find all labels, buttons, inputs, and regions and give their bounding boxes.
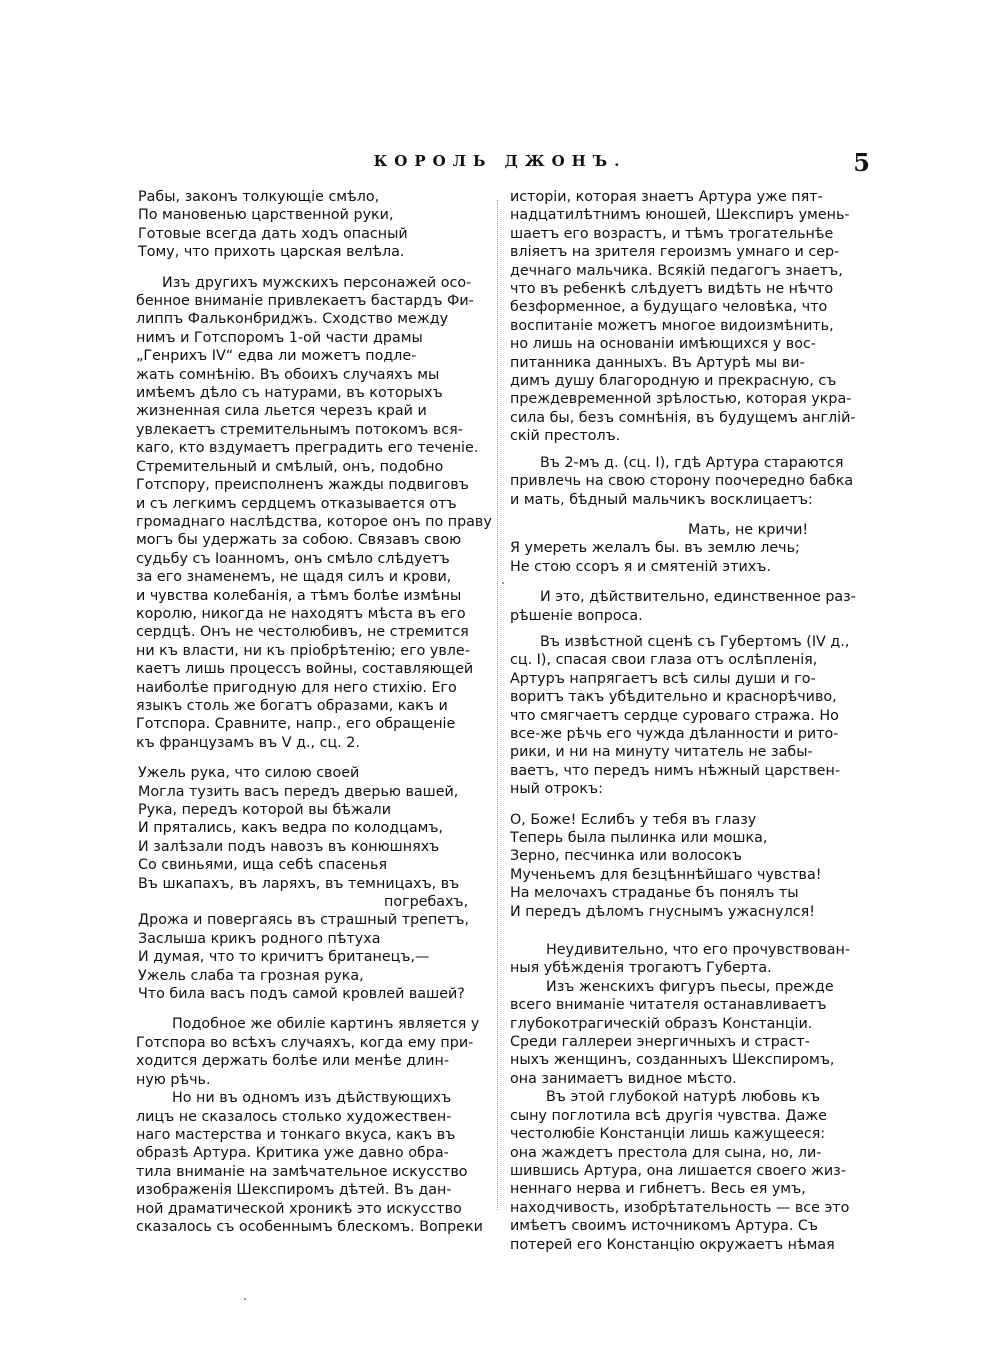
text-line: увлекаетъ стремительнымъ потокомъ вся- bbox=[136, 421, 463, 438]
text-line: скій престолъ. bbox=[510, 428, 621, 445]
text-line: димъ душу благородную и прекрасную, съ bbox=[510, 373, 837, 390]
text-line: Но ни въ одномъ изъ дѣйствующихъ bbox=[172, 1090, 452, 1107]
text-line: что въ ребенкѣ слѣдуетъ видѣть не нѣчто bbox=[510, 281, 834, 298]
text-line: ныхъ женщинъ, созданныхъ Шекспиромъ, bbox=[510, 1052, 835, 1069]
page-header bbox=[130, 148, 870, 178]
text-line: все-же рѣчь его чужда дѣланности и рито- bbox=[510, 725, 839, 742]
verse-line: Мученьемъ для безцѣннѣйшаго чувства! bbox=[510, 866, 822, 883]
text-line: Готспора. Сравните, напр., его обращеніе bbox=[136, 716, 456, 733]
running-title: КОРОЛЬ ДЖОНЪ. bbox=[373, 152, 627, 170]
text-line: рѣшеніе вопроса. bbox=[510, 607, 643, 624]
text-line: всего вниманіе читателя останавливаетъ bbox=[510, 997, 827, 1014]
text-line: она жаждетъ престола для сына, но, ли- bbox=[510, 1144, 822, 1161]
verse-block bbox=[136, 764, 501, 1003]
text-line: королю, никогда не находятъ мѣста въ его bbox=[136, 605, 466, 622]
text-line: потерей его Констанцію окружаетъ нѣмая bbox=[510, 1236, 835, 1253]
text-line: глубокотрагическій образъ Констанціи. bbox=[510, 1015, 813, 1032]
text-line: рики, и ни на минуту читатель не забы- bbox=[510, 744, 813, 761]
text-line: Среди галлереи энергичныхъ и страст- bbox=[510, 1034, 810, 1051]
text-line: честолюбіе Констанціи лишь кажущееся: bbox=[510, 1126, 826, 1143]
text-line: каго, кто вздумаетъ преградить его теченіе. bbox=[136, 440, 479, 457]
verse-block bbox=[510, 521, 872, 576]
verse-line: Не стою ссоръ я и смятеній этихъ. bbox=[510, 558, 771, 575]
text-line: привлечь на свою сторону поочередно бабка bbox=[510, 473, 854, 490]
text-line: И это, дѣйствительно, единственное раз- bbox=[540, 589, 856, 606]
text-line: сыну поглотила всѣ другія чувства. Даже bbox=[510, 1107, 827, 1124]
right-column bbox=[510, 188, 872, 1254]
text-line: Въ этой глубокой натурѣ любовь къ bbox=[546, 1089, 821, 1106]
text-line: ной драматической хроникѣ это искусство bbox=[136, 1200, 462, 1217]
paragraph bbox=[136, 1089, 501, 1236]
text-line: наиболѣе пригодную для него стихію. Его bbox=[136, 679, 457, 696]
verse-line: Готовые всегда дать ходъ опасный bbox=[138, 225, 408, 242]
paragraph bbox=[510, 188, 872, 446]
text-line: бенное вниманіе привлекаетъ бастардъ Фи- bbox=[136, 293, 474, 310]
verse-line: Я умереть желалъ бы. въ землю лечь; bbox=[510, 540, 800, 557]
text-line: преждевременной зрѣлостью, которая укра- bbox=[510, 391, 852, 408]
text-line: неннаго нерва и гибнетъ. Весь ея умъ, bbox=[510, 1181, 806, 1198]
print-speck bbox=[502, 582, 504, 584]
text-line: Въ 2-мъ д. (сц. I), гдѣ Артура стараются bbox=[540, 454, 844, 471]
text-line: питанника данныхъ. Въ Артурѣ мы ви- bbox=[510, 354, 805, 371]
text-line: исторіи, которая знаетъ Артура уже пят- bbox=[510, 189, 823, 205]
text-line: ходится держать болѣе или менѣе длин- bbox=[136, 1053, 450, 1070]
verse-line: Ужель слаба та грозная рука, bbox=[138, 967, 364, 984]
paragraph bbox=[510, 978, 872, 1088]
text-line: находчивость, изобрѣтательность — все это bbox=[510, 1199, 850, 1216]
text-line: къ французамъ въ V д., сц. 2. bbox=[136, 734, 360, 751]
text-line: ни къ власти, ни къ пріобрѣтенію; его увле- bbox=[136, 642, 470, 659]
verse-line: Могла тузить васъ передъ дверью вашей, bbox=[138, 783, 459, 800]
verse-line: На мелочахъ страданье бъ понялъ ты bbox=[510, 885, 799, 902]
text-line: липпъ Фальконбриджъ. Сходство между bbox=[136, 311, 449, 328]
text-line: безформенное, а будущаго человѣка, что bbox=[510, 299, 828, 316]
text-line: Изъ другихъ мужскихъ персонажей осо- bbox=[162, 274, 472, 291]
text-line: и чувства колебанія, а тѣмъ болѣе измѣны bbox=[136, 587, 462, 604]
verse-line: И думая, что то кричитъ британецъ,— bbox=[138, 949, 430, 966]
verse-line: По мановенью царственной руки, bbox=[138, 207, 394, 224]
verse-line: Дрожа и повергаясь въ страшный трепетъ, bbox=[138, 912, 470, 929]
text-line: языкъ столь же богатъ образами, какъ и bbox=[136, 697, 448, 714]
text-line: могъ бы удержать за собою. Связавъ свою bbox=[136, 532, 462, 549]
verse-line: Что била васъ подъ самой кровлей вашей? bbox=[138, 986, 465, 1003]
left-column bbox=[136, 188, 501, 1236]
text-line: надцатилѣтнимъ юношей, Шекспиръ умень- bbox=[510, 207, 850, 224]
verse-block bbox=[136, 188, 501, 262]
verse-line: И прятались, какъ ведра по колодцамъ, bbox=[138, 820, 444, 837]
text-line: и мать, бѣдный мальчикъ восклицаетъ: bbox=[510, 491, 813, 508]
text-line: имѣемъ дѣло съ натурами, въ которыхъ bbox=[136, 385, 443, 402]
text-line: Готспору, преисполненъ жажды подвиговъ bbox=[136, 477, 469, 494]
text-line: ный отрокъ: bbox=[510, 781, 603, 798]
verse-line: погребахъ, bbox=[384, 894, 469, 911]
text-line: судьбу съ Іоанномъ, онъ смѣло слѣдуетъ bbox=[136, 550, 450, 567]
verse-line: Теперь была пылинка или мошка, bbox=[510, 830, 768, 846]
paragraph bbox=[136, 1015, 501, 1089]
text-line: за его знаменемъ, не щадя силъ и крови, bbox=[136, 569, 452, 586]
text-line: громаднаго наслѣдства, которое онъ по праву bbox=[136, 513, 492, 530]
text-line: Подобное же обиліе картинъ является у bbox=[172, 1016, 480, 1033]
paragraph bbox=[510, 1088, 872, 1254]
paragraph bbox=[510, 588, 872, 625]
text-line: и съ легкимъ сердцемъ отказывается отъ bbox=[136, 495, 457, 512]
text-line: шившись Артура, она лишается своего жиз- bbox=[510, 1162, 846, 1179]
text-line: она занимаетъ видное мѣсто. bbox=[510, 1070, 737, 1087]
text-line: ныя убѣжденія трогаютъ Губерта. bbox=[510, 960, 772, 977]
print-speck bbox=[244, 1298, 246, 1300]
verse-line: О, Боже! Еслибъ у тебя въ глазу bbox=[510, 811, 757, 828]
text-line: образѣ Артура. Критика уже давно обра- bbox=[136, 1145, 449, 1162]
text-line: сц. I), спасая свои глаза отъ ослѣпленія, bbox=[510, 652, 818, 669]
paragraph bbox=[136, 274, 501, 753]
text-line: тила вниманіе на замѣчательное искусство bbox=[136, 1163, 468, 1180]
verse-line: Зерно, песчинка или волосокъ bbox=[510, 848, 742, 865]
text-line: Артуръ напрягаетъ всѣ силы души и го- bbox=[510, 670, 816, 687]
text-line: жизненная сила льется черезъ край и bbox=[136, 403, 427, 420]
paragraph bbox=[510, 941, 872, 978]
verse-line: И залѣзали подъ навозъ въ конюшняхъ bbox=[138, 838, 440, 855]
text-line: Неудивительно, что его прочувствован- bbox=[546, 942, 850, 959]
paragraph bbox=[510, 454, 872, 509]
text-line: Стремительный и смѣлый, онъ, подобно bbox=[136, 458, 444, 475]
text-line: лицъ не сказалось столько художествен- bbox=[136, 1108, 452, 1125]
verse-line: Въ шкапахъ, въ ларяхъ, въ темницахъ, въ bbox=[138, 875, 460, 892]
text-line: имѣетъ своимъ источникомъ Артура. Съ bbox=[510, 1218, 818, 1235]
text-line: дечнаго мальчика. Всякій педагогъ знаетъ, bbox=[510, 262, 843, 279]
text-line: что смягчаетъ сердце суроваго стража. Но bbox=[510, 707, 839, 724]
verse-line: Ужель рука, что силою своей bbox=[138, 765, 360, 782]
text-line: шаетъ его возрастъ, и тѣмъ трогательнѣе bbox=[510, 225, 834, 242]
verse-line: Рабы, законъ толкующіе смѣло, bbox=[138, 189, 380, 205]
paragraph bbox=[510, 633, 872, 799]
text-line: воритъ такъ убѣдительно и краснорѣчиво, bbox=[510, 689, 837, 706]
text-line: сказалось съ особеннымъ блескомъ. Вопреки bbox=[136, 1218, 483, 1235]
verse-line: Заслыша крикъ родного пѣтуха bbox=[138, 930, 381, 947]
text-line: Въ извѣстной сценѣ съ Губертомъ (IV д., bbox=[540, 633, 850, 650]
text-line: сердцѣ. Онъ не честолюбивъ, не стремится bbox=[136, 624, 469, 641]
text-line: каетъ лишь процессъ войны, составляющей bbox=[136, 661, 474, 678]
text-line: Готспора во всѣхъ случаяхъ, когда ему при- bbox=[136, 1034, 474, 1051]
text-line: но лишь на основаніи имѣющихся у вос- bbox=[510, 336, 816, 353]
text-line: изображенія Шекспиромъ дѣтей. Въ дан- bbox=[136, 1182, 452, 1199]
text-line: Изъ женскихъ фигуръ пьесы, прежде bbox=[546, 978, 834, 995]
text-line: ваетъ, что передъ нимъ нѣжный царствен- bbox=[510, 762, 840, 779]
verse-block bbox=[510, 811, 872, 921]
verse-line: Мать, не кричи! bbox=[688, 521, 809, 538]
verse-line: Рука, передъ которой вы бѣжали bbox=[138, 802, 391, 818]
text-line: сила бы, безъ сомнѣнія, въ будущемъ англій- bbox=[510, 409, 856, 426]
text-line: жать сомнѣнію. Въ обоихъ случаяхъ мы bbox=[136, 366, 440, 383]
text-line: ную рѣчь. bbox=[136, 1071, 211, 1088]
verse-line: Со свиньями, ища себѣ спасенья bbox=[138, 857, 388, 874]
verse-line: И передъ дѣломъ гнуснымъ ужаснулся! bbox=[510, 903, 815, 920]
text-line: наго мастерства и тонкаго вкуса, какъ въ bbox=[136, 1126, 456, 1143]
page-number: 5 bbox=[853, 148, 870, 177]
text-line: вліяетъ на зрителя героизмъ умнаго и сер- bbox=[510, 244, 840, 261]
text-line: воспитаніе можетъ многое видоизмѣнить, bbox=[510, 317, 834, 334]
text-line: нимъ и Готспоромъ 1-ой части драмы bbox=[136, 329, 423, 346]
verse-line: Тому, что прихоть царская велѣла. bbox=[138, 244, 405, 261]
text-line: „Генрихъ IV“ едва ли можетъ подле- bbox=[136, 348, 417, 365]
